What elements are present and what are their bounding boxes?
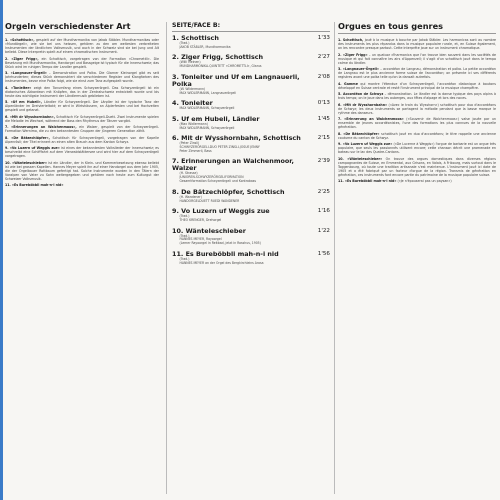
track-credit: Peter Zimmerli, Bass [179,148,212,153]
note-paragraph [338,142,496,154]
track-credit: (Max Widlermann) [179,121,208,126]
note-lead: 4. «Tonleiter» [5,85,32,90]
track-credit: HANDORGELDUETT RUEDI WANDENER [179,198,240,203]
note-paragraph [5,125,159,133]
note-paragraph [5,136,159,144]
note-text: ein Walzer, gespielt von der Schwyzerörgeli-Formation Wernimo, die zu den bekanntesten Gruppen der jüngeren Generation zählt. [5,125,159,134]
note-text: Schottisch für Schwyzerörgeli, vorgetragen von der Kapelle Alpenrösli; der Titel erinnert an einen alten Brauch aus dem Kanton Schwyz. [5,135,159,144]
note-lead: 9. «Vo Luzern uf Weggis zue» [5,146,60,151]
tracklist-column [172,22,330,500]
note-lead: 5. Accordéon de Schwyz [338,92,384,97]
note-text: gespielt auf der Mundharmonika von Jakob Stäbler. Mundharmonikas oder «Mundörgeli», wie sie bei uns heissen, gehören zu den am weitesten verbreiteten Instrumenten der ländlichen Volksmusik, und auch in der Schweiz sind sie bei Jung und Alt beliebt. Diese Interpretin spielt auf einem chromatischen Instrument. [5,38,159,55]
note-paragraph [5,161,159,181]
note-text: – accordéon de Langnau, démonstration et polka. La petite accordéon de Langnau est le plus ancienne forme suisse de l'accordéon; on présente ici ses différents registres avant une polka telle qu'on la dansait autrefois. [338,67,496,80]
track-heading [172,158,330,172]
note-text: ein Schottisch, vorgetragen von der Formation «Chromettli». Die Besetzung mit Mundharmonika, Handorgel und Bassgeige ist typisch für die Innerschweiz; das Stück wird im ruhigen Tempo der Landler gespielt. [5,56,159,69]
track-credit: THEO KRENGER, Drehorgel [179,218,222,223]
track-entry [172,208,330,223]
track-number: 7. [172,157,179,166]
track-entry [172,251,330,266]
note-lead: 2. «Ziger Frigg», [5,56,39,61]
note-text: Schottisch für Schwyzerörgeli-Duett. Zwei Instrumente spielen die Melodie im Wechsel, während der Bass den Rhythmus der Tänzer vorgibt. [5,114,159,123]
note-lead: 6. «Mit dr Wysshornbahn», [5,114,55,119]
note-lead: 11. «Es Bureböbbli mah-n-i nid» [338,179,397,184]
track-number: 5. [172,114,179,123]
track-name: De Bätzechlöpfer, Schottisch [181,187,285,196]
track-entry [172,158,330,184]
note-lead: 1. Schottisch, [338,38,364,43]
note-lead: 7. «Erinnerungen an Walchenmoos», [5,125,77,130]
note-text: qui montre l'étendue d'un Schwyzerörgeli, l'accordéon diatonique à boutons développé en Suisse centrale et resté l'instrument principal de la musique champêtre. [338,81,496,90]
note-paragraph [338,92,496,100]
note-text: zeigt den Tonumfang eines Schwyzerörgeli. Das Schwyzerörgeli ist ein diatonisches Akkordeon mit Knöpfen, das in der Zentralschweiz entwickelt wurde und bis heute das wichtigste Instrument der Ländlermusik geblieben ist. [5,85,159,98]
note-lead: 3. «Langnauer-Örgeli» [5,71,47,76]
note-lead: 6. «Mit dr Wysshornbahn» [338,102,388,107]
track-heading [172,208,330,215]
note-paragraph [338,82,496,90]
track-name: Wänteleschieber [185,226,246,235]
track-number: 6. [172,134,179,143]
track-heading [172,35,330,42]
note-lead: 4. Gamme [338,81,358,86]
edge-strip [0,0,3,500]
track-heading [172,251,330,258]
track-credit: (Trad.) [179,214,190,219]
note-paragraph [338,103,496,115]
track-credit: (Willi Meinen) [179,60,201,65]
track-credit: (Trad.) [179,41,190,45]
note-paragraph [338,117,496,129]
note-paragraph [338,132,496,140]
note-text: joué à la musique à bouche par Jakob Stäbler. Les harmonicas sont au nombre des instruments les plus répandus dans la musique populaire rurale, et, en Suisse également, on les rencontre presque partout. Cette interprète joue sur un instrument chromatique. [338,38,496,51]
french-notes-column [338,22,496,500]
note-lead: 9. «Vo Luzern uf Weggis zue» [338,142,393,147]
note-text: On trouve des orgues domestiques dans diverses régions campagnardes de Suisse, en Emmental, aux Grisons, en Valais, à Fribourg, mais surtout dans le Toggenbourg, où toute une tradition artisanale s'est maintenue. L'instrument joué ici date de 1905 et a été fabriqué par un facteur d'orgue de la région. Transmis de génération en génération, ces instruments font encore partie du patrimoine de la musique populaire suisse. [338,156,496,177]
note-paragraph [5,183,159,187]
track-name: Mit dr Wysshornbahn, Schottisch [181,134,301,143]
note-text: ist eines der bekanntesten Volkslieder der Innerschweiz; es beschreibt eine Schifffahrt auf dem Vierwaldstättersee und wird hier auf dem Schwyzerörgeli vorgetragen. [5,146,159,159]
note-text: («Souvenir de Walchenmoos») valse jouée par un ensemble de jeunes accordéonistes, l'une des formations les plus connues de la nouvelle génération. [338,117,496,130]
track-number: 11. [172,249,184,258]
track-title [172,158,318,172]
track-credit: Gesamtformation Schwyzerörgeli und Kontrabass [179,179,257,184]
side-b-title: SEITE/FACE B: [172,22,330,32]
track-entry [172,116,330,131]
track-credit: HANNES MEYER, Rayoorgel [179,237,222,242]
track-duration: 1'33 [317,35,330,41]
track-entry [172,228,330,247]
note-paragraph [338,179,496,183]
track-duration: 2'39 [317,158,330,165]
track-credit: (Trad.) [179,233,190,238]
track-credit: (Peter Zinsli) [179,141,200,146]
note-lead: 8. «De Bätzechlöpfer», [5,135,50,140]
track-number: 10. [172,226,184,235]
column-divider [166,22,167,494]
track-number: 4. [172,99,179,108]
german-column-title: Orgeln verschiedenster Art [5,22,159,34]
note-lead: 1. «Schottisch», [5,38,35,43]
note-lead: 2. «Ziger Frigg» [338,52,368,57]
note-text: ist ein Ländler, der in Klein- und Kammerbesetzung ebenso beliebt ist wie bei grossen Kapellen. Hannes Meyer spielt ihn auf einer Handorgel aus dem Jahr 1905, die der Orgelbauer Rottbaum gefertigt hat. Solche Instrumente wurden in den Tälern der Voralpen von Vater zu Sohn weitergegeben und gehören noch heute zum Kulturgut der Schweizer Volksmusik. [5,160,159,181]
note-paragraph [5,38,159,54]
track-name: Ziger Frigg, Schottisch [181,53,264,62]
note-text: («Je n'épouserai pas un paysan») [397,179,452,184]
note-paragraph [5,71,159,83]
track-credit: SCHWYZERÖRGELI-DUO PETER ZINSLI-JOSUE JENNY [179,145,260,150]
note-text: – un quatuor d'harmonica que l'on trouve bien souvent dans les sociétés de musique et qui fait connaître les airs d'Appenzell; il s'agit d'un schottisch joué dans le tempo calme du ländler. [338,52,496,65]
note-paragraph [5,57,159,69]
track-credit: JAKOB STÄBLER, Mundharmonika [179,44,231,49]
track-credit: (Lemer Rayoorgel in Reitbad, jetzt in Rosshus, 1905) [179,241,261,246]
note-lead: 7. «Erinnerung an Walchenmoos» [338,117,404,122]
track-entry [172,189,330,204]
track-duration: 1'22 [317,227,330,234]
track-credit: JUNIOREN-SCHWYZERÖRGELIFORMATION [179,175,244,180]
note-paragraph [338,157,496,177]
track-name: Tonleiter [181,99,213,108]
note-lead: 10. «Wänteleschieber» [5,160,47,165]
note-lead: 5. «Uf em Hubeli», [5,100,42,105]
note-lead: 8. «De Bätzechlöpfer» [338,131,380,136]
note-text: – Demonstration und Polka. Die Glarner Kleinorgel gibt es seit Jahrhunderten; dieses Stück demonstriert die verschiedenen Register und Klangfarben des Instrumentes, bevor eine Polka folgt, wie sie einst zum Tanz aufgespielt wurde. [5,71,159,84]
track-duration: 2'27 [317,54,330,61]
track-credit: (Trad.) [179,256,190,261]
track-duration: 1'45 [317,115,330,122]
track-name: Schottisch [181,34,219,42]
track-entry [172,74,330,96]
note-paragraph [338,53,496,65]
note-text: Ländler für Schwyzerörgeli. Der Ländler ist der typische Tanz der Alpenländer im Dreivierteltakt; er wird in Wirtshäusern, an Älplerfesten und bei Hochzeiten gespielt und getanzt. [5,100,159,113]
track-credit: MAX WIDLERMANN, Langnauerörgeli [179,90,237,95]
german-notes-column [5,22,159,500]
track-credit: MAX WIDLERMANN, Schwyzerörgeli [179,106,235,111]
track-duration: 2'25 [317,188,330,195]
track-heading [172,74,330,88]
track-heading [172,228,330,235]
track-name: Tonleiter und Uf em Langnauerli, Polka [172,72,300,88]
track-duration: 0'13 [317,100,330,107]
track-name: Vo Luzern uf Weggis zue [181,207,270,216]
track-entry [172,135,330,154]
note-text: («Avec le train du Wysshorn») schottisch pour duo d'accordéons de Schwyz; les deux instruments se partagent la mélodie pendant que la basse marque le rythme des danseurs. [338,102,496,115]
track-credit: HANNES MEYER an der Orgel des Bergkirchleins Arosa [179,260,264,265]
french-paragraphs [338,38,496,183]
track-duration: 2'15 [317,135,330,142]
note-paragraph [5,86,159,98]
track-name: Es Bureböbbli mah-n-i nid [185,249,279,258]
note-lead: 3. «Langnauer-Örgeli» [338,67,380,72]
track-name: Uf em Hubeli, Ländler [181,114,260,123]
note-text: schottisch joué en duo d'accordéons; le titre rappelle une ancienne coutume du canton de Schwyz. [338,131,496,140]
french-column-title: Orgues en tous genres [338,22,496,34]
german-paragraphs [5,38,159,187]
note-paragraph [5,115,159,123]
track-number: 9. [172,207,179,216]
track-credit: MAX WIDLERMANN, Schwyzerörgeli [179,125,235,130]
track-title [172,74,318,88]
note-paragraph [5,146,159,158]
track-number: 3. [172,72,179,81]
track-entry [172,100,330,111]
note-text: – démonstration. Le ländler est la danse typique des pays alpins à trois temps; on le joue dans les auberges, aux fêtes d'alpage et lors des noces. [338,92,496,101]
track-credit: MUNDHARMONIKA-QUINTETT «CHROMETTLI», Glarus [179,64,262,69]
note-paragraph [5,100,159,112]
note-paragraph [338,67,496,79]
track-name: Erinnerungen an Walchenmoor, Walzer [172,157,294,173]
track-entry [172,54,330,69]
note-lead: 10. «Wänteleschieber» [338,156,383,161]
track-number: 8. [172,187,179,196]
track-credit: (W. Wildermann) [179,86,206,91]
note-paragraph [338,38,496,50]
column-divider [334,22,335,494]
track-duration: 1'56 [317,250,330,257]
track-duration: 2'08 [317,73,330,80]
track-credit: (H. Strasse) [179,171,198,176]
note-text: («De Lucerne à Weggis») l'orgue de barbarie est un orgue très populaire, que seuls les passionnés utilisent encore; cette chanson décrit une promenade en bateau sur le lac des Quatre-Cantons. [338,142,496,155]
track-entry [172,35,330,50]
track-number: 2. [172,53,179,62]
track-credit: (H. Wandener) [179,194,202,199]
track-duration: 1'16 [317,208,330,215]
track-number: 1. [172,34,179,42]
tracklist [172,35,330,266]
note-lead: 11. «Es Bureböbbli mah-n-i nid» [5,183,64,188]
